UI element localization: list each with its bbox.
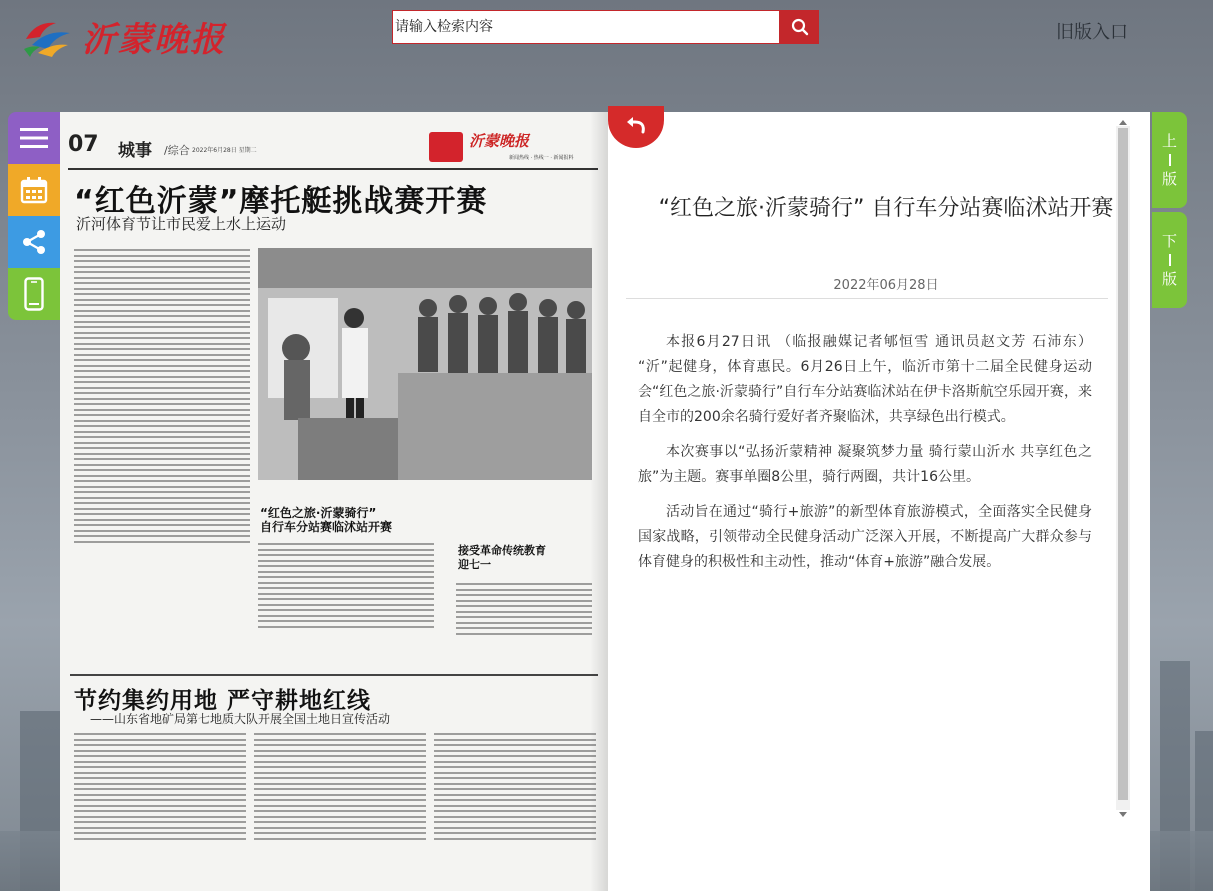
section-divider bbox=[70, 674, 598, 676]
old-version-link[interactable]: 旧版入口 bbox=[1056, 22, 1128, 43]
back-button[interactable] bbox=[608, 106, 664, 148]
article-body bbox=[638, 330, 1092, 585]
side-story-title-2[interactable]: 迎七一 bbox=[458, 558, 491, 571]
news-photo bbox=[258, 248, 592, 480]
bottom-text-col-3 bbox=[434, 730, 596, 890]
menu-button[interactable] bbox=[8, 112, 60, 164]
page-masthead bbox=[68, 130, 598, 170]
page-date: 2022年6月28日 星期二 bbox=[192, 147, 257, 154]
next-page-label: 下 bbox=[1161, 232, 1177, 250]
search-input[interactable] bbox=[392, 10, 780, 44]
page-brand bbox=[429, 130, 594, 164]
site-header bbox=[0, 0, 1213, 78]
scroll-down-arrow-icon[interactable] bbox=[1119, 812, 1127, 817]
article-paragraph: 本报6月27日讯 （临报融媒记者郇恒雪 通讯员赵文芳 石沛东） “沂”起健身，体育惠民。6月26日上午，临沂市第十二届全民健身运动会“红色之旅·沂蒙骑行”自行车分站赛临沭站在伊卡洛斯航空乐园开赛，来自全市的200余名骑行爱好者齐聚临沭，共享绿色出行模式。 bbox=[638, 334, 1092, 425]
next-page-button[interactable] bbox=[1152, 212, 1187, 308]
article-panel bbox=[608, 112, 1150, 891]
side-toolbar bbox=[8, 112, 60, 320]
page-fold-shadow bbox=[590, 112, 608, 891]
prev-page-button[interactable] bbox=[1152, 112, 1187, 208]
newspaper-page[interactable] bbox=[60, 112, 608, 891]
search-button[interactable] bbox=[780, 10, 819, 44]
back-arrow-icon bbox=[623, 116, 649, 138]
page-headline[interactable]: “红色沂蒙”摩托艇挑战赛开赛 bbox=[74, 184, 488, 219]
second-headline[interactable]: 节约集约用地 严守耕地红线 bbox=[74, 688, 372, 714]
scroll-thumb[interactable] bbox=[1118, 128, 1128, 800]
search-icon bbox=[791, 18, 809, 36]
article-scrollbar[interactable] bbox=[1116, 118, 1130, 818]
brand-links: 新闻热线 · 热线一 · 新闻报料 bbox=[509, 155, 574, 161]
calendar-button[interactable] bbox=[8, 164, 60, 216]
brand-logo-icon bbox=[429, 132, 463, 162]
callout-title-1[interactable]: “红色之旅·沂蒙骑行” bbox=[260, 506, 377, 520]
calendar-icon bbox=[20, 176, 48, 204]
callout-title-2[interactable]: 自行车分站赛临沭站开赛 bbox=[260, 520, 393, 534]
prev-page-label: 上 bbox=[1161, 132, 1177, 150]
article-paragraph: 本次赛事以“弘扬沂蒙精神 凝聚筑梦力量 骑行蒙山沂水 共享红色之旅”为主题。赛事单圈8公里，骑行两圈，共计16公里。 bbox=[638, 444, 1092, 485]
article-divider bbox=[626, 298, 1108, 299]
menu-icon bbox=[20, 126, 48, 150]
page-section: /综合 bbox=[164, 144, 190, 157]
prev-page-dash bbox=[1169, 154, 1171, 166]
mobile-icon bbox=[24, 277, 44, 311]
page-name: 城事 bbox=[118, 141, 152, 161]
article-date: 2022年06月28日 bbox=[833, 278, 939, 293]
side-story-text bbox=[456, 580, 592, 666]
next-page-suffix: 版 bbox=[1161, 270, 1177, 288]
logo-text: 沂蒙晚报 bbox=[82, 20, 226, 60]
next-page-dash bbox=[1169, 254, 1171, 266]
side-story-title-1[interactable]: 接受革命传统教育 bbox=[458, 544, 546, 557]
article-title: “红色之旅·沂蒙骑行” 自行车分站赛临沭站开赛 bbox=[658, 196, 1114, 221]
share-button[interactable] bbox=[8, 216, 60, 268]
bottom-text-col-2 bbox=[254, 730, 426, 890]
article-paragraph: 活动旨在通过“骑行+旅游”的新型体育旅游模式，全面落实全民健身国家战略，引领带动全民健身活动广泛深入开展，不断提高广大群众参与体育健身的积极性和主动性，推动“体育+旅游”融合发展。 bbox=[638, 504, 1092, 570]
share-icon bbox=[20, 228, 48, 256]
page-headline-sub: 沂河体育节让市民爱上水上运动 bbox=[76, 215, 287, 233]
page-number: 07 bbox=[68, 132, 99, 157]
brand-name: 沂蒙晚报 bbox=[469, 132, 530, 150]
second-headline-sub: ——山东省地矿局第七地质大队开展全国土地日宣传活动 bbox=[90, 712, 391, 726]
scroll-up-arrow-icon[interactable] bbox=[1119, 120, 1127, 125]
mobile-button[interactable] bbox=[8, 268, 60, 320]
search-bar bbox=[392, 10, 819, 44]
prev-page-suffix: 版 bbox=[1161, 170, 1177, 188]
logo-mark-icon bbox=[22, 15, 74, 59]
bottom-text-col-1 bbox=[74, 730, 246, 890]
story-column-text bbox=[74, 246, 250, 666]
site-logo[interactable] bbox=[22, 12, 226, 61]
callout-text bbox=[258, 540, 434, 670]
